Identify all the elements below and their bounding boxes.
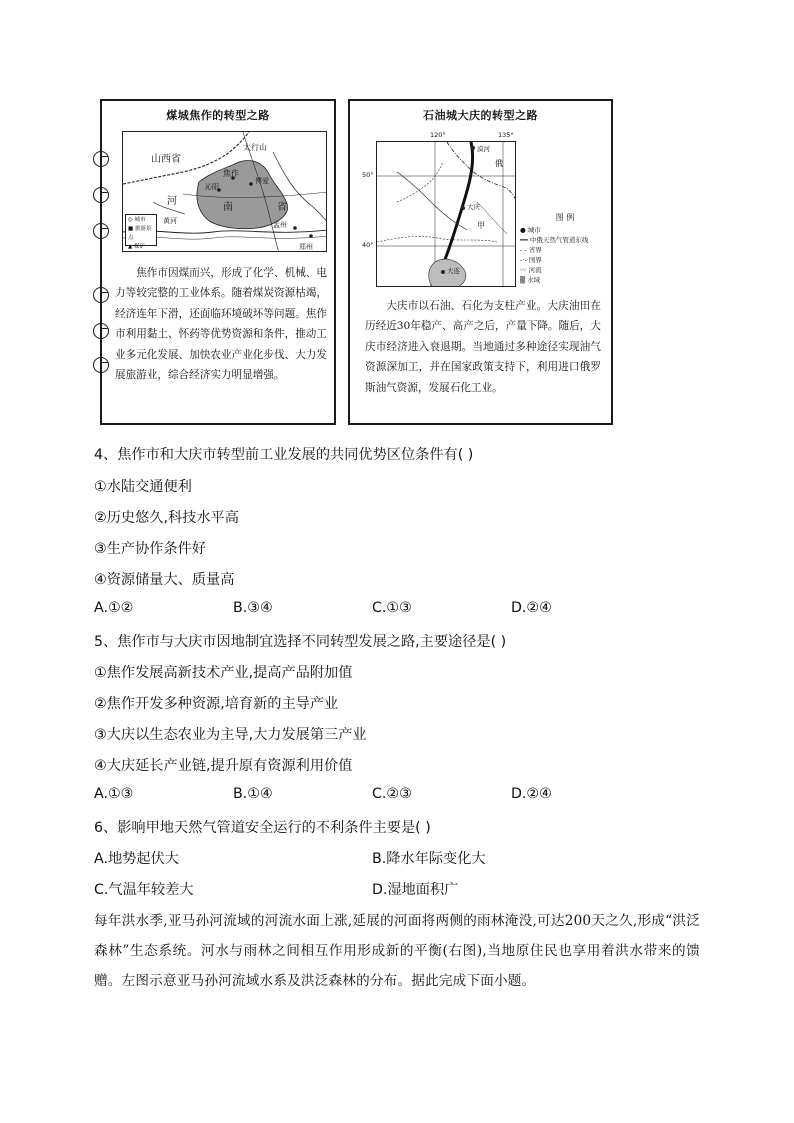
shanxi-label: 山西省 — [151, 154, 181, 165]
legend-water: ▒ 水域 — [520, 276, 541, 284]
daqing-figure — [348, 99, 613, 425]
city-mengzhou-label: 孟州 — [273, 221, 287, 229]
question-5-choice-c[interactable]: C.②③ — [372, 786, 412, 802]
lat-40-label: 40° — [362, 241, 374, 249]
henan-he-label: 河 — [167, 196, 177, 207]
question-5-stem: 5、焦作市与大庆市因地制宜选择不同转型发展之路,主要途径是( ) — [94, 634, 507, 650]
city-daqing-label: 大庆 — [467, 203, 480, 211]
city-dalian-label: 大连 — [447, 267, 460, 275]
amazon-passage: 每年洪水季,亚马孙河流域的河流水面上涨,延展的河面将两侧的雨林淹没,可达200天之久,形成“洪泛森林”生态系统。河水与雨林之间相互作用形成新的平衡(右图),当地原住民也享用着洪水带来的馈赠。左图示意亚马孙河流域水系及洪泛森林的分布。据此完成下面小题。 — [94, 913, 700, 989]
question-5-item-3: ③大庆以生态农业为主导,大力发展第三产业 — [94, 727, 367, 743]
lat-50-label: 50° — [362, 171, 374, 179]
question-5-choice-b[interactable]: B.①④ — [233, 786, 273, 802]
henan-nan-label: 南 — [223, 202, 233, 213]
question-5-item-2: ②焦作开发多种资源,培育新的主导产业 — [94, 696, 339, 712]
question-4-item-1: ①水陆交通便利 — [94, 479, 192, 495]
question-5-item-1: ①焦作发展高新技术产业,提高产品附加值 — [94, 665, 353, 681]
question-5-choice-a[interactable]: A.①③ — [94, 786, 134, 802]
question-6-stem: 6、影响甲地天然气管道安全运行的不利条件主要是( ) — [94, 820, 431, 836]
jiaozuo-map — [122, 131, 327, 252]
legend-coal: ▲ 煤矿 — [128, 244, 145, 250]
question-4-item-3: ③生产协作条件好 — [94, 541, 207, 557]
legend-pipeline: ━━ 中俄天然气管道东线 — [520, 236, 589, 244]
lon-120-label: 120° — [430, 131, 446, 139]
legend-national-border: -·- 国界 — [520, 256, 542, 264]
binder-ring-icon — [93, 151, 109, 167]
question-6-choice-a[interactable]: A.地势起伏大 — [94, 851, 179, 867]
city-zhengzhou-label: 郑州 — [299, 243, 313, 251]
binder-ring-icon — [93, 187, 109, 203]
binder-ring-icon — [93, 223, 109, 239]
question-4-item-2: ②历史悠久,科技水平高 — [94, 510, 239, 526]
legend-title: 图 例 — [555, 213, 575, 222]
question-4-item-4: ④资源储量大、质量高 — [94, 572, 235, 588]
question-4-choice-b[interactable]: B.③④ — [233, 600, 273, 616]
question-6-choice-b[interactable]: B.降水年际变化大 — [372, 851, 486, 867]
question-4-choice-d[interactable]: D.②④ — [511, 600, 552, 616]
question-4-choice-c[interactable]: C.①③ — [372, 600, 412, 616]
city-qinyang-label: 沁阳 — [205, 183, 219, 191]
jiaozuo-map-legend — [125, 214, 157, 250]
point-jia-label: 甲 — [477, 221, 485, 230]
city-jiaozuo-label: 焦作 — [223, 169, 239, 178]
lon-135-label: 135° — [498, 131, 514, 139]
binder-ring-icon — [93, 323, 109, 339]
jiaozuo-figure-title: 煤城焦作的转型之路 — [166, 109, 270, 122]
jiaozuo-description: 焦作市因煤而兴，形成了化学、机械、电力等较完整的工业体系。随着煤炭资源枯竭，经济连年下滑，还面临环境破坏等问题。焦作市利用黏土、怀药等优势资源和条件，推动工业多元化发展、加快农业产业化步伐、大力发展旅游业，综合经济实力明显增强。 — [115, 267, 327, 382]
legend-river: 〰 河流 — [520, 266, 542, 274]
yellow-river-label: 黄河 — [163, 217, 177, 225]
question-5-choice-d[interactable]: D.②④ — [511, 786, 552, 802]
binder-ring-icon — [93, 357, 109, 373]
question-6-choice-d[interactable]: D.湿地面积广 — [372, 882, 459, 898]
taihang-label: 太行山 — [243, 143, 267, 152]
daqing-map-legend — [520, 213, 610, 285]
legend-city: ◎ 城市 — [128, 217, 146, 223]
legend-city: ● 城市 — [520, 226, 541, 234]
russia-label: 俄 — [495, 159, 503, 168]
question-5-item-4: ④大庆延长产业链,提升原有资源利用价值 — [94, 758, 353, 774]
daqing-description: 大庆市以石油、石化为支柱产业。大庆油田在历经近30年稳产、高产之后，产量下降。随后，大庆市经济进入衰退期。当地通过多种途径实现油气资源深加工，并在国家政策支持下，利用进口俄罗斯油气资源，发展石化工业。 — [365, 300, 601, 394]
question-4-stem: 4、焦作市和大庆市转型前工业发展的共同优势区位条件有( ) — [94, 447, 474, 463]
legend-province-border: - - 省界 — [520, 246, 542, 254]
question-4-choice-a[interactable]: A.①② — [94, 600, 134, 616]
jiaozuo-figure — [100, 99, 336, 425]
daqing-map — [376, 141, 516, 287]
binder-ring-icon — [93, 287, 109, 303]
henan-sheng-label: 省 — [277, 202, 287, 213]
city-boai-label: 博爱 — [255, 177, 269, 185]
daqing-figure-title: 石油城大庆的转型之路 — [423, 109, 538, 122]
legend-scenic: ■ 旅游景点 — [128, 226, 152, 241]
question-6-choice-c[interactable]: C.气温年较差大 — [94, 882, 194, 898]
city-mohe-label: 漠河 — [477, 145, 490, 153]
